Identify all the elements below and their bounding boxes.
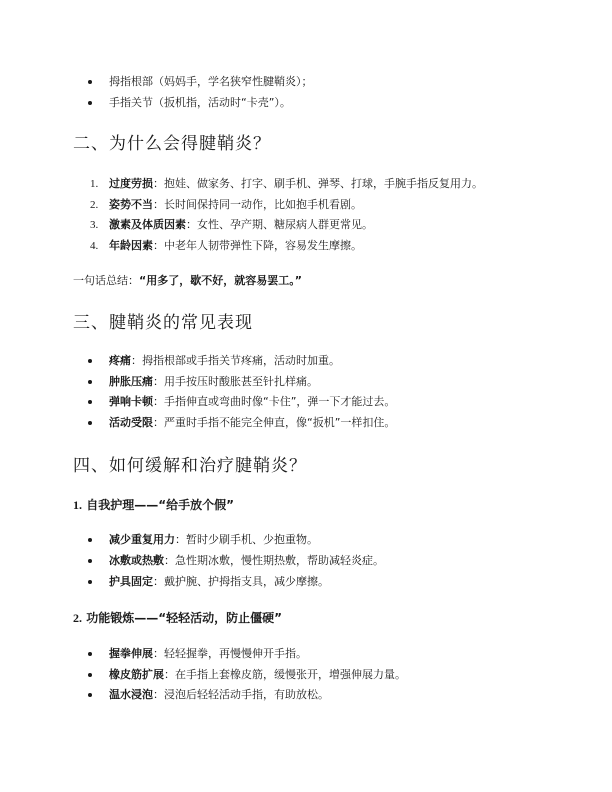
bullet-icon [88, 400, 92, 404]
item-desc: ：轻轻握拳，再慢慢伸开手指。 [153, 647, 307, 660]
bullet-icon [88, 101, 92, 105]
subsection-heading [73, 497, 234, 513]
item-desc: ：浸泡后轻轻活动手指，有助放松。 [153, 688, 329, 701]
subsection-title: 功能锻炼——“轻轻活动，防止僵硬” [86, 611, 282, 625]
item-term: 护具固定 [109, 575, 153, 588]
item-desc: ：严重时手指不能完全伸直，像“扳机”一样扣住。 [153, 416, 396, 429]
bullet-icon [88, 359, 92, 363]
item-desc: ：抱娃、做家务、打字、刷手机、弹琴、打球，手腕手指反复用力。 [153, 177, 483, 190]
bullet-icon [88, 580, 92, 584]
item-desc: ：中老年人韧带弹性下降，容易发生摩擦。 [153, 239, 362, 252]
item-term: 弹响卡顿 [109, 395, 153, 408]
list-item-text: 手指关节（扳机指，活动时“卡壳”）。 [109, 96, 291, 109]
subsection-number: 2. [73, 611, 82, 625]
item-number: 4. [90, 240, 99, 252]
bullet-icon [88, 652, 92, 656]
bullet-icon [88, 693, 92, 697]
item-term: 过度劳损 [109, 177, 153, 190]
item-desc: ：急性期冰敷，慢性期热敷，帮助减轻炎症。 [164, 554, 384, 567]
item-desc: ：暂时少刷手机、少抱重物。 [175, 533, 318, 546]
item-term: 年龄因素 [109, 239, 153, 252]
item-term: 握拳伸展 [109, 647, 153, 660]
item-number: 1. [90, 178, 99, 190]
section-heading: 二、为什么会得腱鞘炎？ [73, 134, 271, 154]
item-term: 橡皮筋扩展 [109, 668, 164, 681]
item-number: 2. [90, 199, 99, 211]
item-desc: ：长时间保持同一动作，比如抱手机看剧。 [153, 198, 362, 211]
subsection-heading [73, 610, 282, 626]
subsection-number: 1. [73, 498, 82, 512]
item-desc: ：在手指上套橡皮筋，缓慢张开，增强伸展力量。 [164, 668, 406, 681]
item-term: 肿胀压痛 [109, 375, 153, 388]
section-heading: 三、腱鞘炎的常见表现 [73, 313, 253, 333]
item-desc: ：女性、孕产期、糖尿病人群更常见。 [186, 218, 373, 231]
subsection-title: 自我护理——“给手放个假” [86, 498, 234, 512]
summary-line [73, 274, 302, 288]
item-term: 减少重复用力 [109, 533, 175, 546]
list-item-text: 拇指根部（妈妈手，学名狭窄性腱鞘炎）； [109, 75, 313, 88]
item-desc: ：用手按压时酸胀甚至针扎样痛。 [153, 375, 318, 388]
bullet-icon [88, 538, 92, 542]
item-term: 活动受限 [109, 416, 153, 429]
bullet-icon [88, 80, 92, 84]
item-desc: ：戴护腕、护拇指支具，减少摩擦。 [153, 575, 329, 588]
item-term: 冰敷或热敷 [109, 554, 164, 567]
item-term: 疼痛 [109, 354, 131, 367]
item-desc: ：手指伸直或弯曲时像“卡住”，弹一下才能过去。 [153, 395, 396, 408]
item-term: 激素及体质因素 [109, 218, 186, 231]
item-desc: ：拇指根部或手指关节疼痛，活动时加重。 [131, 354, 340, 367]
bullet-icon [88, 559, 92, 563]
item-term: 姿势不当 [109, 198, 153, 211]
section-heading: 四、如何缓解和治疗腱鞘炎？ [73, 456, 307, 476]
bullet-icon [88, 380, 92, 384]
summary-prefix: 一句话总结： [73, 274, 139, 287]
bullet-icon [88, 421, 92, 425]
summary-quote: “用多了，歇不好，就容易罢工。” [139, 274, 302, 287]
bullet-icon [88, 673, 92, 677]
item-term: 温水浸泡 [109, 688, 153, 701]
item-number: 3. [90, 219, 99, 231]
